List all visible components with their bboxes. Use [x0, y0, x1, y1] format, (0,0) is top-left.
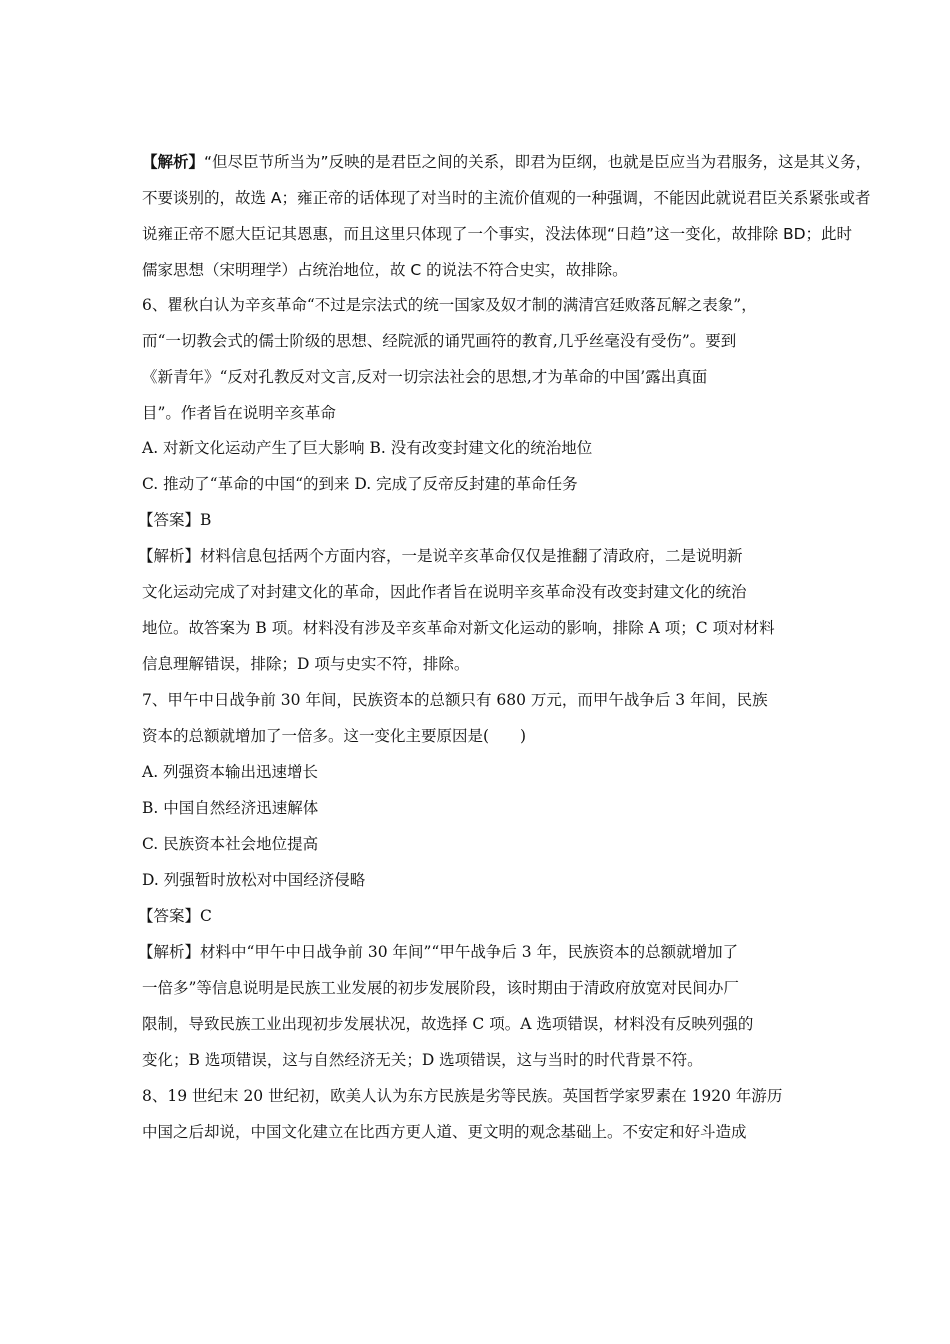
question-6-answer: 【答案】B	[138, 511, 212, 529]
question-6-stem-line-1: 6、瞿秋白认为辛亥革命“不过是宗法式的统一国家及奴才制的满清宫廷败落瓦解之表象”，	[142, 296, 757, 314]
question-7-analysis-line-4: 变化；B 选项错误，这与自然经济无关；D 选项错误，这与当时的时代背景不符。	[142, 1051, 703, 1069]
analysis-paragraph-line-2: 不要谈别的，故选 A；雍正帝的话体现了对当时的主流价值观的一种强调，不能因此就说君臣关系紧张或者	[142, 189, 871, 207]
question-6-analysis-line-2: 文化运动完成了对封建文化的革命，因此作者旨在说明辛亥革命没有改变封建文化的统治	[142, 583, 747, 601]
question-7-stem-line-2: 资本的总额就增加了一倍多。这一变化主要原因是( )	[142, 727, 527, 745]
question-7-analysis-line-2: 一倍多”等信息说明是民族工业发展的初步发展阶段，该时期由于清政府放宽对民间办厂	[142, 979, 739, 997]
question-6-analysis-line-4: 信息理解错误，排除；D 项与史实不符，排除。	[142, 655, 470, 673]
question-6-stem-line-2: 而“一切教会式的儒士阶级的思想、经院派的诵咒画符的教育,几乎丝毫没有受伤”。要到	[142, 332, 737, 350]
analysis-paragraph-line-3: 说雍正帝不愿大臣记其恩惠，而且这里只体现了一个事实，没法体现“日趋”这一变化，故排除 BD；此时	[142, 225, 853, 243]
question-7-analysis-line-3: 限制，导致民族工业出现初步发展状况，故选择 C 项。A 选项错误，材料没有反映列强的	[142, 1015, 754, 1033]
question-6-analysis-line-1: 【解析】材料信息包括两个方面内容，一是说辛亥革命仅仅是推翻了清政府，二是说明新	[138, 547, 743, 565]
analysis-label: 【解析】	[142, 153, 205, 171]
question-6-analysis-line-3: 地位。故答案为 B 项。材料没有涉及辛亥革命对新文化运动的影响，排除 A 项；C 项对材料	[142, 619, 775, 637]
question-7-option-c: C. 民族资本社会地位提高	[142, 835, 319, 853]
question-6-stem-line-3: 《新青年》“反对孔教反对文言,反对一切宗法社会的思想,才为革命的中国’露出真面	[142, 368, 708, 386]
question-7-analysis-line-1: 【解析】材料中“甲午中日战争前 30 年间”“甲午战争后 3 年，民族资本的总额就增加了	[138, 943, 739, 961]
question-7-answer: 【答案】C	[138, 907, 212, 925]
question-8-stem-line-2: 中国之后却说，中国文化建立在比西方更人道、更文明的观念基础上。不安定和好斗造成	[142, 1123, 747, 1141]
question-8-stem-line-1: 8、19 世纪末 20 世纪初，欧美人认为东方民族是劣等民族。英国哲学家罗素在 1920 年游历	[142, 1087, 783, 1105]
question-6-stem-line-4: 目”。作者旨在说明辛亥革命	[142, 404, 336, 422]
question-7-option-a: A. 列强资本输出迅速增长	[142, 763, 319, 781]
analysis-paragraph-line-4: 儒家思想（宋明理学）占统治地位，故 C 的说法不符合史实，故排除。	[142, 261, 628, 279]
question-6-options-cd: C. 推动了“革命的中国“的到来 D. 完成了反帝反封建的革命任务	[142, 475, 578, 493]
analysis-text: “但尽臣节所当为”反映的是君臣之间的关系，即君为臣纲，也就是臣应当为君服务，这是其义务，	[204, 153, 872, 171]
question-7-stem-line-1: 7、甲午中日战争前 30 年间，民族资本的总额只有 680 万元，而甲午战争后 3 年间，民族	[142, 691, 768, 709]
question-7-option-d: D. 列强暂时放松对中国经济侵略	[142, 871, 366, 889]
question-7-option-b: B. 中国自然经济迅速解体	[142, 799, 319, 817]
analysis-paragraph-line-1	[142, 152, 871, 172]
question-6-options-ab: A. 对新文化运动产生了巨大影响 B. 没有改变封建文化的统治地位	[142, 439, 593, 457]
